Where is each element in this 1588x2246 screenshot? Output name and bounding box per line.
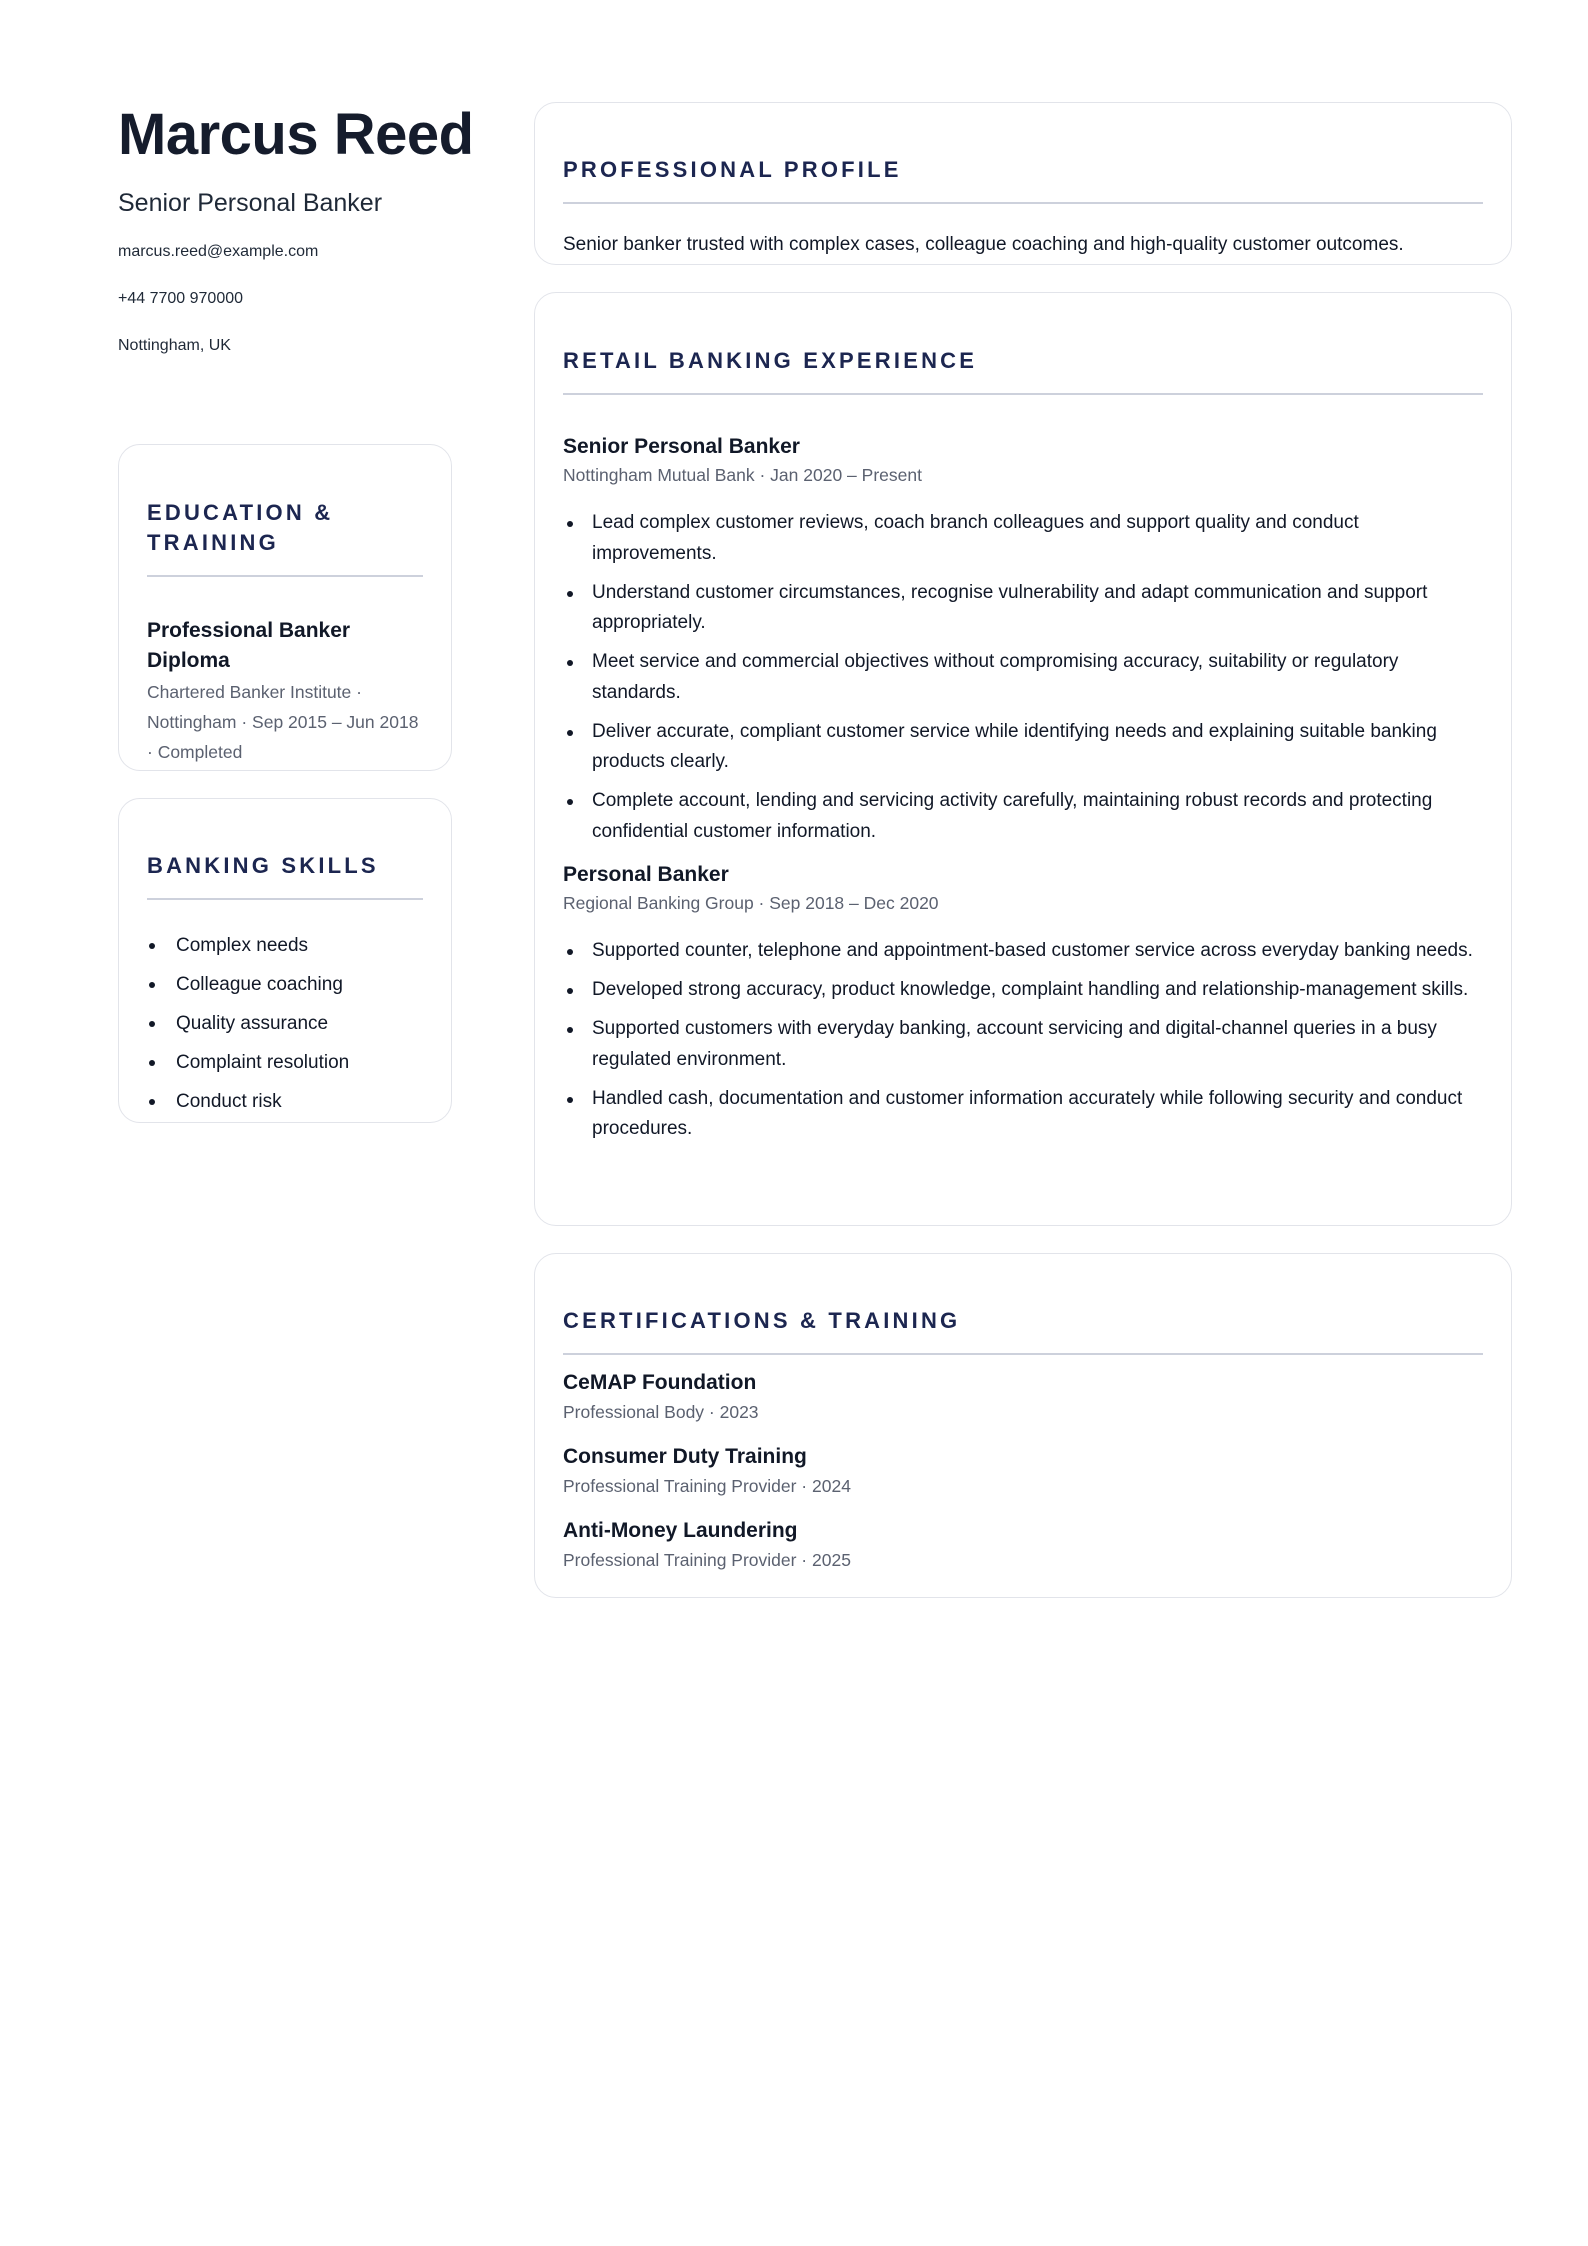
skills-heading: BANKING SKILLS (147, 853, 379, 878)
job-bullet: Complete account, lending and servicing activity carefully, maintaining robust records and protecting confidential customer information. (563, 786, 1483, 847)
education-title: Professional Banker Diploma (147, 619, 351, 672)
job-title: Senior Personal Banker (563, 435, 800, 458)
job-bullet: Deliver accurate, compliant customer service while identifying needs and explaining suitable banking products clearly. (563, 717, 1483, 778)
contact-header (118, 100, 474, 383)
skills-list (147, 934, 423, 1113)
skill-item: Complaint resolution (147, 1051, 423, 1074)
email-text: marcus.reed@example.com (118, 242, 319, 260)
section-divider (563, 202, 1483, 204)
skill-item: Complex needs (147, 934, 423, 957)
section-divider (563, 393, 1483, 395)
certification-meta: Professional Body · 2023 (563, 1402, 759, 1422)
education-card (118, 444, 452, 771)
job-bullet: Developed strong accuracy, product knowledge, complaint handling and relationship-management skills. (563, 975, 1483, 1006)
skills-card (118, 798, 452, 1123)
job-bullet: Handled cash, documentation and customer information accurately while following security and conduct procedures. (563, 1084, 1483, 1145)
profile-heading: PROFESSIONAL PROFILE (563, 157, 902, 182)
job-bullet: Lead complex customer reviews, coach branch colleagues and support quality and conduct improvements. (563, 508, 1483, 569)
profile-summary: Senior banker trusted with complex cases, colleague coaching and high-quality customer outcomes. (563, 234, 1404, 255)
certification-title: Consumer Duty Training (563, 1445, 807, 1468)
job-entry (563, 432, 1483, 847)
skill-item: Colleague coaching (147, 973, 423, 996)
profile-card (534, 102, 1512, 265)
certifications-card (534, 1253, 1512, 1598)
job-bullet: Meet service and commercial objectives without compromising accuracy, suitability or regulatory standards. (563, 647, 1483, 708)
education-heading: EDUCATION & TRAINING (147, 500, 334, 555)
certification-title: CeMAP Foundation (563, 1371, 757, 1394)
education-meta: Chartered Banker Institute · Nottingham · Sep 2015 – Jun 2018 · Completed (147, 682, 419, 762)
job-bullet: Understand customer circumstances, recognise vulnerability and adapt communication and support appropriately. (563, 578, 1483, 639)
skill-item: Conduct risk (147, 1090, 423, 1113)
certification-entry (563, 1368, 1483, 1426)
phone-text: +44 7700 970000 (118, 289, 244, 307)
certification-entry (563, 1516, 1483, 1574)
job-bullet: Supported counter, telephone and appointment-based customer service across everyday banking needs. (563, 936, 1483, 967)
contact-details (118, 242, 452, 356)
certifications-heading: CERTIFICATIONS & TRAINING (563, 1308, 961, 1333)
job-title: Personal Banker (563, 863, 729, 886)
job-meta: Nottingham Mutual Bank · Jan 2020 – Present (563, 465, 922, 485)
experience-heading: RETAIL BANKING EXPERIENCE (563, 348, 978, 373)
job-bullets (563, 508, 1483, 847)
skill-item: Quality assurance (147, 1012, 423, 1035)
certification-meta: Professional Training Provider · 2025 (563, 1550, 851, 1570)
job-meta: Regional Banking Group · Sep 2018 – Dec 2020 (563, 893, 939, 913)
certification-entry (563, 1442, 1483, 1500)
job-bullet: Supported customers with everyday banking, account servicing and digital-channel queries in a busy regulated environment. (563, 1014, 1483, 1075)
job-entry (563, 860, 1483, 1145)
section-divider (563, 1353, 1483, 1355)
candidate-name: Marcus Reed (118, 102, 474, 167)
section-divider (147, 898, 423, 900)
section-divider (147, 575, 423, 577)
certification-meta: Professional Training Provider · 2024 (563, 1476, 851, 1496)
experience-card (534, 292, 1512, 1226)
certification-title: Anti-Money Laundering (563, 1519, 798, 1542)
candidate-role: Senior Personal Banker (118, 188, 383, 217)
job-bullets (563, 936, 1483, 1145)
location-text: Nottingham, UK (118, 336, 231, 354)
